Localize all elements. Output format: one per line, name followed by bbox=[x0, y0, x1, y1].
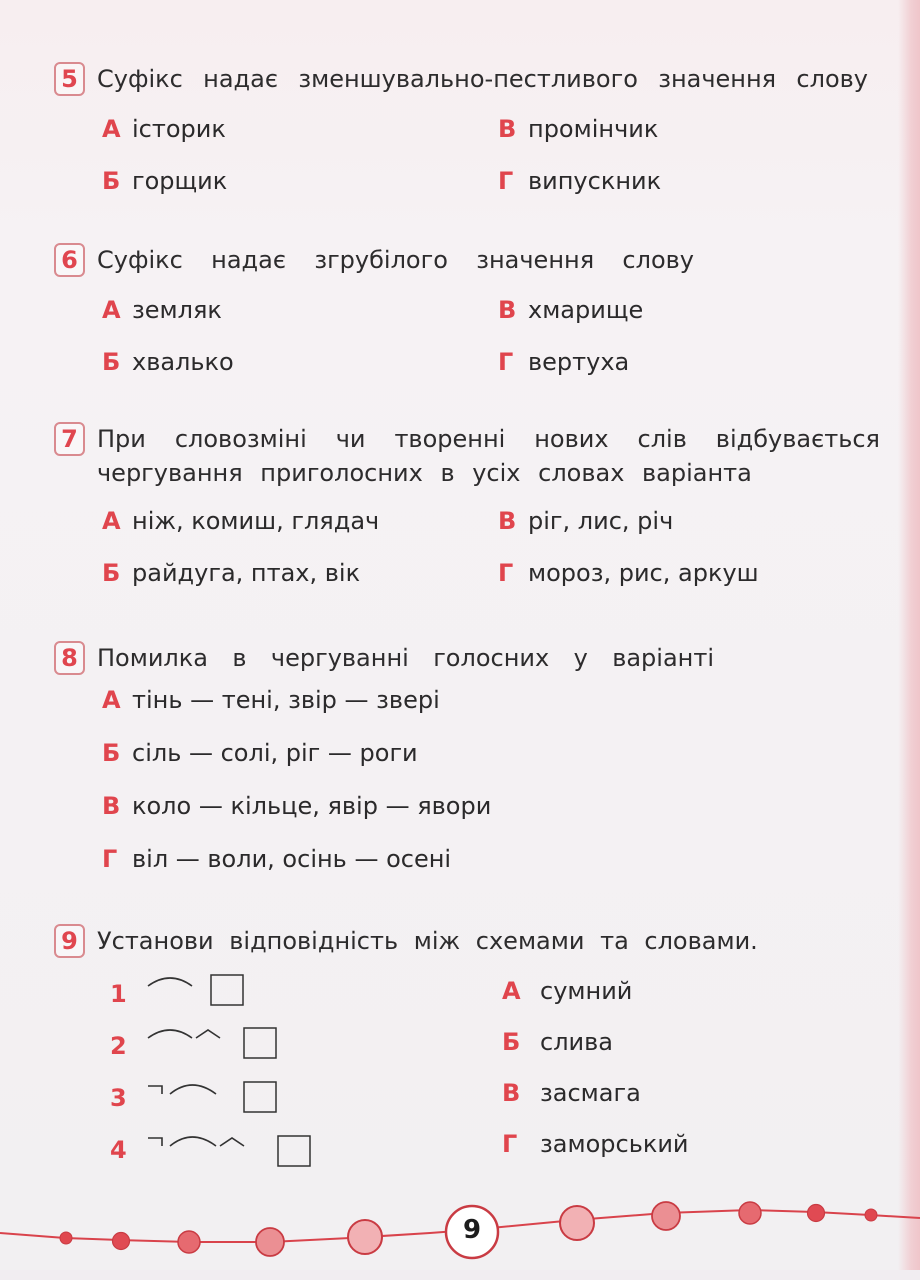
scheme-root-suffix-ending-icon bbox=[140, 1022, 280, 1062]
option-b[interactable] bbox=[102, 166, 227, 196]
task-question: Установи відповідність між схемами та словами. bbox=[97, 927, 758, 955]
option-letter: Б bbox=[102, 559, 121, 587]
task-question: Суфікс надає зменшувально-пестливого значення слову bbox=[97, 65, 868, 93]
option-letter: А bbox=[102, 296, 121, 324]
task-question-line-2: чергування приголосних в усіх словах варіанта bbox=[97, 459, 752, 487]
word-option-g[interactable] bbox=[502, 1129, 689, 1159]
scheme-number: 3 bbox=[110, 1084, 127, 1112]
scheme-number: 2 bbox=[110, 1032, 127, 1060]
option-letter: В bbox=[502, 1079, 521, 1107]
option-g[interactable] bbox=[498, 558, 759, 588]
option-v[interactable] bbox=[498, 295, 643, 325]
task-7 bbox=[54, 422, 880, 587]
option-letter: Б bbox=[102, 167, 121, 195]
option-text: хвалько bbox=[132, 348, 234, 376]
option-letter: А bbox=[102, 507, 121, 535]
scheme-root-ending-icon bbox=[140, 972, 250, 1008]
option-text: сумний bbox=[540, 977, 633, 1005]
option-letter: Б bbox=[102, 739, 121, 767]
option-letter: А bbox=[102, 686, 121, 714]
option-text: мороз, рис, аркуш bbox=[528, 559, 759, 587]
page-number: 9 bbox=[462, 1215, 482, 1245]
option-v[interactable] bbox=[498, 114, 658, 144]
option-a[interactable] bbox=[102, 114, 226, 144]
task-question-line-1: При словозміні чи творенні нових слів відбувається bbox=[97, 425, 880, 453]
option-text: заморський bbox=[540, 1130, 689, 1158]
task-question: Помилка в чергуванні голосних у варіанті bbox=[97, 644, 714, 672]
word-option-v[interactable] bbox=[502, 1078, 641, 1108]
scheme-number: 4 bbox=[110, 1136, 127, 1164]
option-text: випускник bbox=[528, 167, 662, 195]
option-letter: А bbox=[502, 977, 521, 1005]
option-letter: Г bbox=[502, 1130, 518, 1158]
task-number-badge: 5 bbox=[54, 62, 85, 96]
option-text: ріг, лис, річ bbox=[528, 507, 674, 535]
option-g[interactable] bbox=[102, 844, 451, 874]
option-a[interactable] bbox=[102, 295, 222, 325]
option-text: сіль — солі, ріг — роги bbox=[132, 739, 418, 767]
option-letter: В bbox=[498, 115, 517, 143]
word-option-a[interactable] bbox=[502, 976, 632, 1006]
scheme-number: 1 bbox=[110, 980, 127, 1008]
option-text: ніж, комиш, глядач bbox=[132, 507, 380, 535]
task-number-badge: 6 bbox=[54, 243, 85, 277]
task-number-badge: 8 bbox=[54, 641, 85, 675]
option-text: засмага bbox=[540, 1079, 641, 1107]
option-letter: Г bbox=[498, 559, 514, 587]
option-g[interactable] bbox=[498, 347, 629, 377]
task-6 bbox=[54, 243, 694, 376]
option-text: віл — воли, осінь — осені bbox=[132, 845, 452, 873]
option-letter: Г bbox=[498, 167, 514, 195]
option-letter: Б bbox=[502, 1028, 521, 1056]
option-text: хмарище bbox=[528, 296, 644, 324]
option-letter: В bbox=[498, 507, 517, 535]
page-edge bbox=[898, 0, 920, 1270]
option-letter: В bbox=[498, 296, 517, 324]
option-text: історик bbox=[132, 115, 226, 143]
option-text: райдуга, птах, вік bbox=[132, 559, 361, 587]
option-v[interactable] bbox=[498, 506, 673, 536]
option-text: коло — кільце, явір — явори bbox=[132, 792, 492, 820]
option-letter: В bbox=[102, 792, 121, 820]
word-option-b[interactable] bbox=[502, 1027, 613, 1057]
option-text: тінь — тені, звір — звері bbox=[132, 686, 440, 714]
option-v[interactable] bbox=[102, 791, 491, 821]
task-number-badge: 7 bbox=[54, 422, 85, 456]
option-text: слива bbox=[540, 1028, 613, 1056]
option-text: вертуха bbox=[528, 348, 630, 376]
task-8 bbox=[54, 641, 714, 873]
option-letter: Г bbox=[102, 845, 118, 873]
scheme-prefix-root-suffix-ending-icon bbox=[140, 1128, 320, 1168]
option-g[interactable] bbox=[498, 166, 661, 196]
option-b[interactable] bbox=[102, 347, 234, 377]
option-text: земляк bbox=[132, 296, 222, 324]
option-b[interactable] bbox=[102, 738, 418, 768]
option-letter: Г bbox=[498, 348, 514, 376]
option-letter: Б bbox=[102, 348, 121, 376]
scheme-prefix-root-ending-icon bbox=[140, 1076, 280, 1116]
task-9 bbox=[54, 924, 774, 958]
option-text: горщик bbox=[132, 167, 228, 195]
option-text: промінчик bbox=[528, 115, 659, 143]
option-a[interactable] bbox=[102, 685, 440, 715]
task-question: Суфікс надає згрубілого значення слову bbox=[97, 246, 694, 274]
option-letter: А bbox=[102, 115, 121, 143]
task-number-badge: 9 bbox=[54, 924, 85, 958]
option-a[interactable] bbox=[102, 506, 379, 536]
task-5 bbox=[54, 62, 868, 195]
option-b[interactable] bbox=[102, 558, 360, 588]
